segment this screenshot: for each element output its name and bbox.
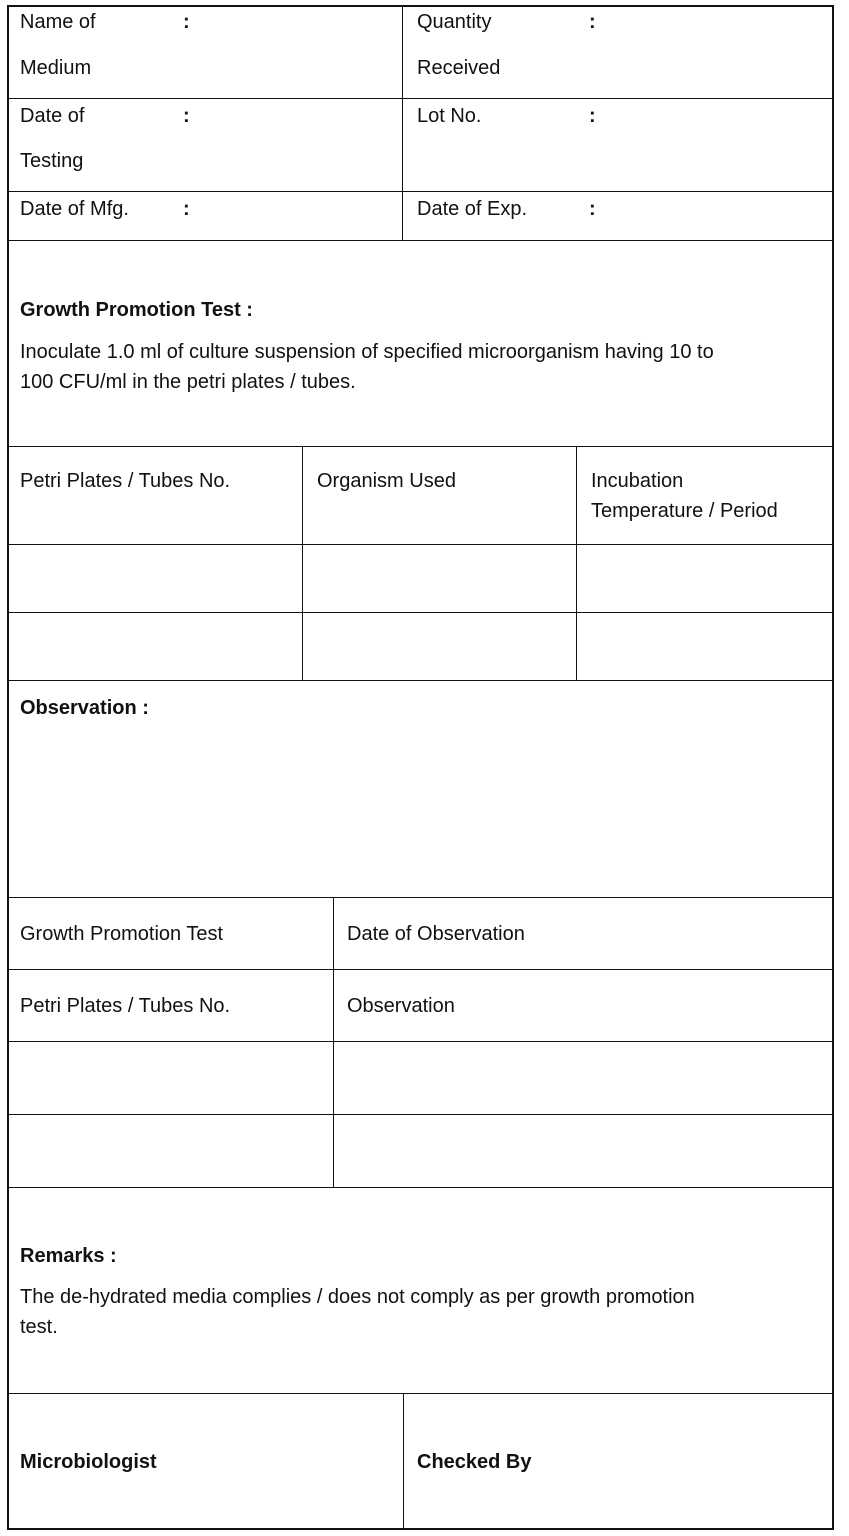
row-divider [7,1393,834,1394]
date-of-testing-label: Date of [20,105,85,127]
obs-observation: Observation [347,995,455,1017]
date-of-exp-label: Date of Exp. [417,198,528,220]
row-divider [7,191,834,192]
col-header-incubation-line2: Temperature / Period [591,500,778,522]
name-of-medium-label: Name of [20,11,96,33]
date-of-mfg-label: Date of Mfg. [20,198,129,220]
observation-heading: Observation : [20,697,149,719]
obs-date-of-observation: Date of Observation [347,923,525,945]
row-divider [7,897,834,898]
lot-no-label: Lot No. [417,105,482,127]
column-divider [402,5,403,240]
date-of-testing-label-line2: Testing [20,150,84,172]
remarks-text-line2: test. [20,1316,58,1338]
growth-promotion-instruction: Inoculate 1.0 ml of culture suspension of specified microorganism having 10 to [20,341,714,363]
row-divider [7,1041,834,1042]
growth-promotion-instruction-line2: 100 CFU/ml in the petri plates / tubes. [20,371,356,393]
remarks-text: The de-hydrated media complies / does not comply as per growth promotion [20,1286,695,1308]
col-header-incubation: Incubation [591,470,684,492]
column-divider [333,897,334,1187]
col-header-organism-used: Organism Used [317,470,456,492]
quantity-received-label-line2: Received [417,57,501,79]
obs-plates-no: Petri Plates / Tubes No. [20,995,231,1017]
obs-growth-promotion-test: Growth Promotion Test [20,923,224,945]
column-divider [302,446,303,680]
quantity-received-label: Quantity [417,11,492,33]
colon: : [589,11,596,33]
column-divider [403,1393,404,1530]
colon: : [589,105,596,127]
row-divider [7,98,834,99]
col-header-plates-no: Petri Plates / Tubes No. [20,470,231,492]
row-divider [7,1114,834,1115]
colon: : [183,11,190,33]
column-divider [576,446,577,680]
colon: : [183,198,190,220]
growth-promotion-heading: Growth Promotion Test : [20,299,253,321]
remarks-heading: Remarks : [20,1245,117,1267]
colon: : [183,105,190,127]
checked-by-label: Checked By [417,1451,532,1473]
row-divider [7,612,834,613]
name-of-medium-label-line2: Medium [20,57,92,79]
row-divider [7,680,834,681]
row-divider [7,240,834,241]
microbiologist-label: Microbiologist [20,1451,157,1473]
row-divider [7,544,834,545]
row-divider [7,969,834,970]
colon: : [589,198,596,220]
row-divider [7,446,834,447]
row-divider [7,1187,834,1188]
